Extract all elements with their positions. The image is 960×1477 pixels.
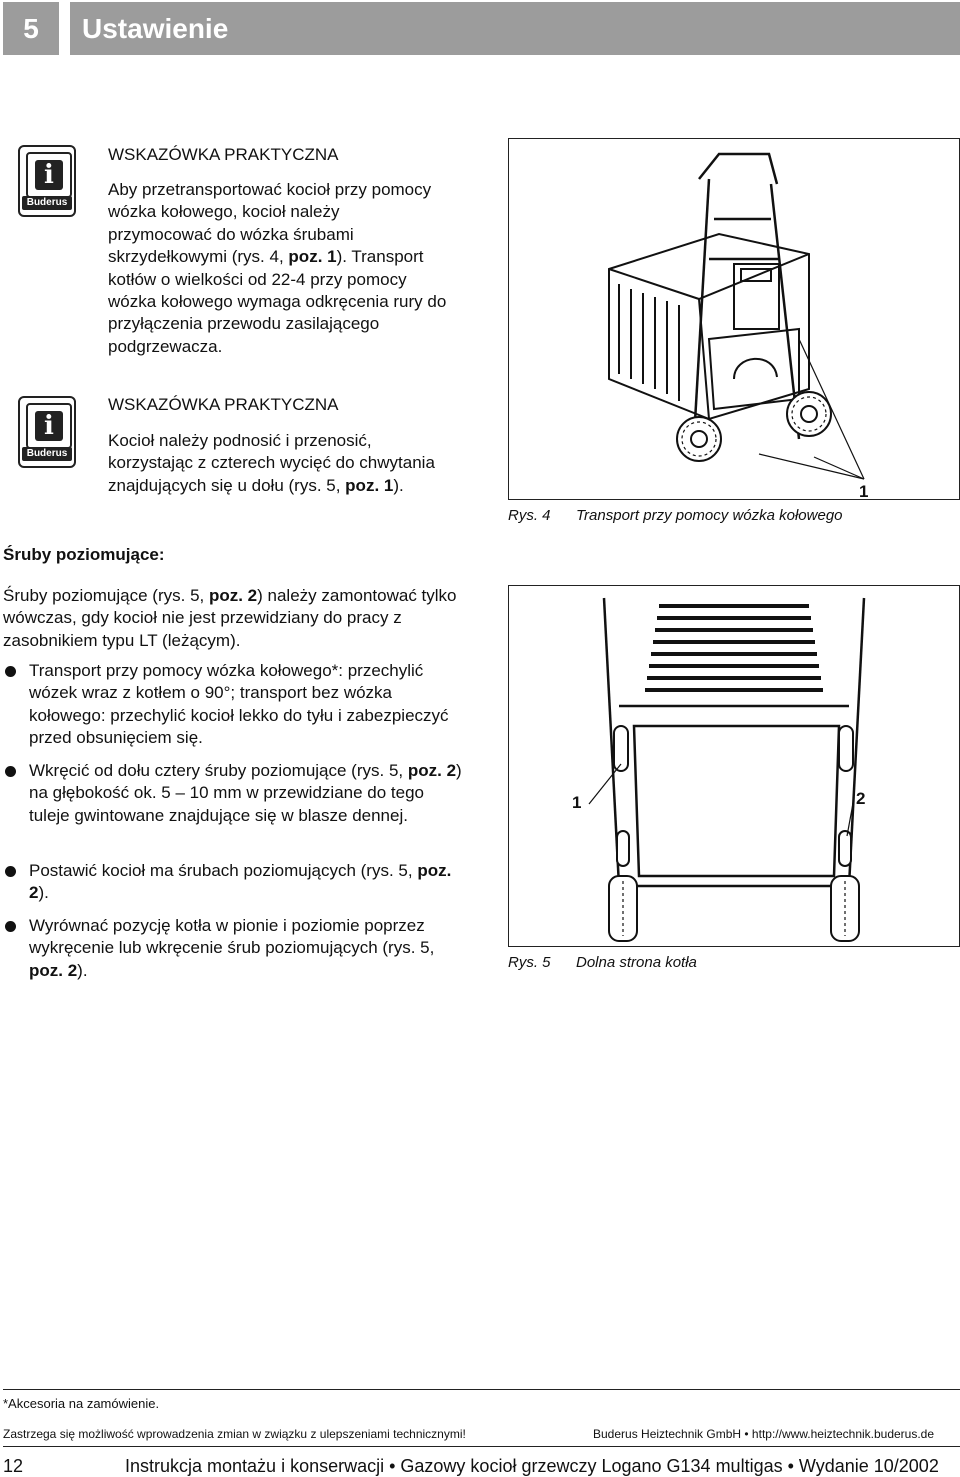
info-icon: i Buderus: [18, 396, 76, 468]
hint-title: WSKAZÓWKA PRAKTYCZNA: [108, 395, 339, 414]
figure-caption-text: Transport przy pomocy wózka kołowego: [576, 507, 843, 524]
document-title: Instrukcja montażu i konserwacji • Gazowy kocioł grzewczy Logano G134 multigas • Wydanie 10/2002: [125, 1456, 939, 1476]
figure-4-frame: [508, 138, 960, 500]
page-number: 12: [3, 1456, 24, 1476]
figure-number: Rys. 4: [508, 507, 551, 524]
boiler-trolley-drawing: [509, 139, 959, 499]
buderus-logo: Buderus: [22, 447, 72, 461]
bullet-item: Transport przy pomocy wózka kołowego*: przechylić wózek wraz z kotłem o 90°; transport bez wózka kołowego: przechylić kocioł lekko do tyłu i zabezpieczyć przed obsunięciem się.: [3, 660, 463, 750]
hint-title: WSKAZÓWKA PRAKTYCZNA: [108, 145, 339, 164]
company-info: Buderus Heiztechnik GmbH • http://www.heiztechnik.buderus.de: [593, 1427, 935, 1441]
figure-number: Rys. 5: [508, 954, 551, 971]
bullet-icon: [5, 921, 16, 932]
callout-1: 1: [572, 793, 582, 812]
figure-4-caption: [508, 507, 843, 524]
footer-divider: [3, 1446, 960, 1447]
bullet-icon: [5, 666, 16, 677]
bullet-item: Postawić kocioł ma śrubach poziomujących (rys. 5, poz. 2).: [3, 860, 463, 905]
bullet-icon: [5, 766, 16, 777]
figure-5-frame: [508, 585, 960, 947]
footer-divider: [3, 1389, 960, 1390]
hint-body: Kocioł należy podnosić i przenosić, korzystając z czterech wycięć do chwytania znajdujących się u dołu (rys. 5, poz. 1).: [108, 431, 435, 495]
bullet-item: Wyrównać pozycję kotła w pionie i poziomie poprzez wykręcenie lub wkręcenie śrub poziomujących (rys. 5, poz. 2).: [3, 915, 463, 982]
section-title: Śruby poziomujące:: [3, 545, 165, 564]
callout-2: 2: [856, 789, 866, 808]
chapter-title: Ustawienie: [70, 2, 960, 55]
chapter-number: 5: [3, 2, 59, 55]
intro-paragraph: Śruby poziomujące (rys. 5, poz. 2) należy zamontować tylko wówczas, gdy kocioł nie jest przewidziany do pracy z zasobnikiem typu LT (leżącym).: [3, 586, 457, 650]
buderus-logo: Buderus: [22, 196, 72, 210]
info-icon: i Buderus: [18, 145, 76, 217]
footnote: *Akcesoria na zamówienie.: [3, 1396, 160, 1411]
bullet-icon: [5, 866, 16, 877]
bullet-item: Wkręcić od dołu cztery śruby poziomujące (rys. 5, poz. 2) na głębokość ok. 5 – 10 mm w przewidziane do tego tuleje gwintowane znajdujące się w blasze dennej.: [3, 760, 463, 827]
figure-caption-text: Dolna strona kotła: [576, 954, 697, 971]
disclaimer: Zastrzega się możliwość wprowadzenia zmian w związku z ulepszeniami technicznymi!: [3, 1427, 466, 1441]
figure-5-caption: [508, 954, 697, 971]
hint-body: Aby przetransportować kocioł przy pomocy wózka kołowego, kocioł należy przymocować do wózka śrubami skrzydełkowymi (rys. 4, poz. 1). Transport kotłów o wielkości od 22-4 przy pomocy wózka kołowego wymaga odkręcenia rury do przyłączenia przewodu zasilającego podgrzewacza.: [108, 180, 447, 356]
callout-1: 1: [859, 482, 869, 501]
boiler-bottom-drawing: [509, 586, 959, 946]
